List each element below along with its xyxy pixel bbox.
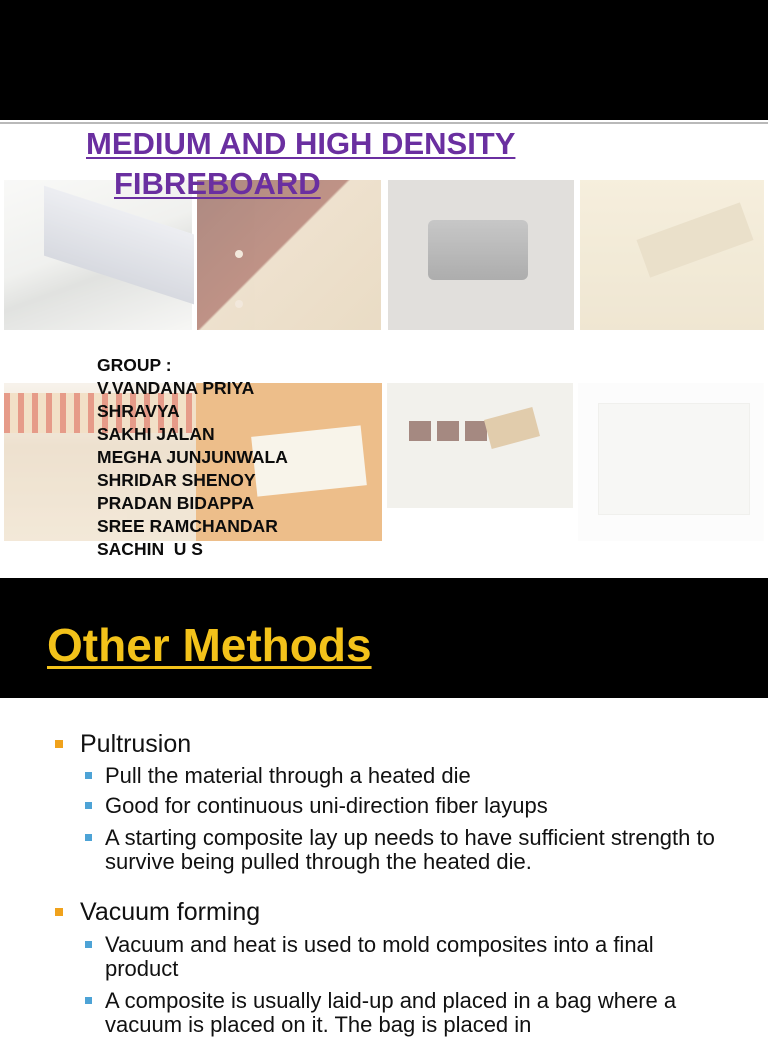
member-name: SREE RAMCHANDAR <box>97 516 278 536</box>
sub-bullet-text: A composite is usually laid-up and placed in a bag where a vacuum is placed on it. The bag is placed in <box>105 988 677 1037</box>
title-line-1: MEDIUM AND HIGH DENSITY <box>86 126 516 161</box>
bullet-text: Vacuum forming <box>80 898 261 926</box>
sub-bullet-marker <box>85 941 92 948</box>
sub-bullet-text: A starting composite lay up needs to have sufficient strength to survive being pulled through the heated die. <box>105 825 715 874</box>
member-name: SAKHI JALAN <box>97 424 215 444</box>
group-label: GROUP : <box>97 355 172 375</box>
sub-bullet-marker <box>85 997 92 1004</box>
sub-bullet-text: Good for continuous uni-direction fiber layups <box>105 793 548 818</box>
member-name: V.VANDANA PRIYA <box>97 378 255 398</box>
sub-bullet <box>85 764 725 788</box>
sub-bullet <box>85 989 725 1037</box>
bullet-marker <box>55 740 63 748</box>
slide-header-bar <box>0 0 768 120</box>
board-samples-photo <box>387 383 573 508</box>
bullet-text: Pultrusion <box>80 730 192 758</box>
member-name: PRADAN BIDAPPA <box>97 493 255 513</box>
sub-bullet <box>85 933 725 981</box>
sub-bullet <box>85 794 725 818</box>
member-name: SACHIN U S <box>97 539 203 559</box>
methods-title: Other Methods <box>47 619 372 671</box>
white-panel-photo <box>578 383 764 541</box>
sub-bullet <box>85 826 725 874</box>
sub-bullet-marker <box>85 834 92 841</box>
methods-title-bar <box>0 578 768 698</box>
methods-content <box>0 698 768 1037</box>
sub-bullet-text: Pull the material through a heated die <box>105 763 471 788</box>
sub-bullet-marker <box>85 772 92 779</box>
slide-title <box>86 124 515 204</box>
member-name: SHRIDAR SHENOY <box>97 470 256 490</box>
sub-bullet-marker <box>85 802 92 809</box>
fibreboard-sheets-photo <box>580 180 764 330</box>
title-line-2: FIBREBOARD <box>114 166 321 201</box>
member-name: SHRAVYA <box>97 401 180 421</box>
member-name: MEGHA JUNJUNWALA <box>97 447 288 467</box>
bullet-marker <box>55 908 63 916</box>
group-members <box>97 354 288 561</box>
sub-bullet-text: Vacuum and heat is used to mold composites into a final product <box>105 932 654 981</box>
